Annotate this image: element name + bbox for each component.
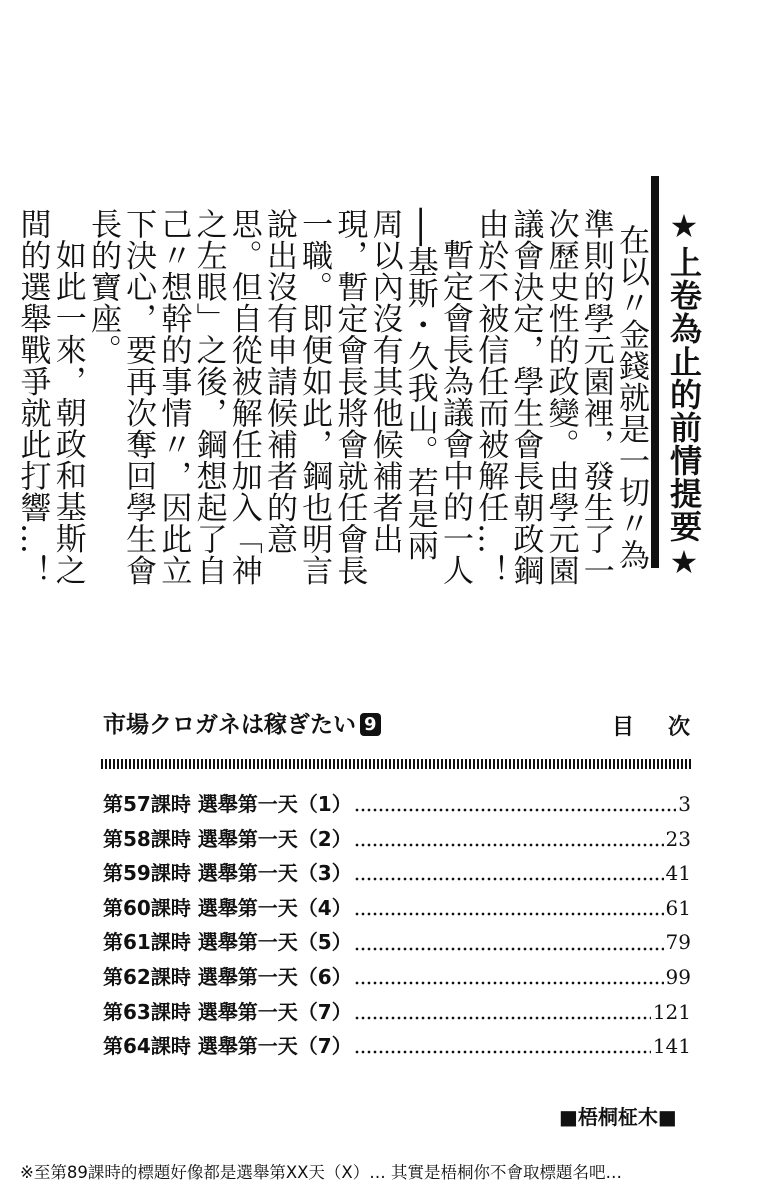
- toc-entry[interactable]: [103, 1030, 691, 1065]
- recap-paragraph: 在以〃金錢就是一切〃為準則的學元園裡，發生了一次歷史性的政變。由學元園議會決定，學生會長朝政鋼由於不被信任而被解任…！: [472, 208, 649, 586]
- toc-leader-dots: [354, 968, 664, 988]
- toc-page-number: 3: [678, 792, 691, 816]
- recap-paragraph: 如此一來，朝政和基斯之間的選舉戰爭就此打響…！: [14, 208, 86, 586]
- toc-leader-dots: [354, 1037, 651, 1057]
- toc-chapter-title: 第57課時 選舉第一天（1）: [103, 792, 352, 816]
- toc-chapter-title: 第59課時 選舉第一天（3）: [103, 861, 352, 886]
- toc-leader-dots: [354, 795, 677, 815]
- toc-page-number: 121: [652, 999, 691, 1024]
- toc-entry[interactable]: [103, 823, 691, 858]
- toc-chapter-title: 第62課時 選舉第一天（6）: [103, 964, 352, 989]
- toc-page-number: 79: [665, 930, 691, 955]
- volume-badge: 9: [360, 713, 381, 736]
- toc-list: [103, 788, 691, 1065]
- recap-divider-rule: [651, 176, 659, 568]
- toc-chapter-title: 第61課時 選舉第一天（5）: [103, 930, 352, 955]
- toc-leader-dots: [354, 830, 664, 850]
- toc-entry[interactable]: [103, 961, 691, 996]
- toc-entry[interactable]: [103, 857, 691, 892]
- toc-entry[interactable]: [103, 926, 691, 961]
- toc-chapter-title: 第64課時 選舉第一天（7）: [103, 1034, 352, 1059]
- series-title-text: 市場クロガネは稼ぎたい: [103, 712, 356, 738]
- toc-page-number: 61: [665, 895, 691, 920]
- toc-chapter-title: 第58課時 選舉第一天（2）: [103, 826, 352, 851]
- toc-page-number: 41: [665, 861, 691, 886]
- toc-leader-dots: [354, 864, 664, 884]
- toc-entry[interactable]: [103, 996, 691, 1031]
- recap-paragraph: 暫定會長為議會中的一人──基斯・久我山。若是兩周以內沒有其他候補者出現，暫定會長將會就任會長一職。即便如此，鋼也明言說出沒有申請候補者的意思。但自從被解任加入「神之左眼」之後，鋼想起了自己〃想幹的事情〃，因此立下決心，要再次奪回學生會長的寶座。: [84, 208, 473, 586]
- toc-chapter-title: 第60課時 選舉第一天（4）: [103, 895, 352, 920]
- toc-page-number: 99: [665, 964, 691, 989]
- toc-leader-dots: [354, 934, 664, 954]
- recap-heading: ★上卷為止的前情提要★: [665, 207, 703, 582]
- toc-leader-dots: [354, 1003, 651, 1023]
- toc-page-number: 141: [652, 1034, 691, 1059]
- toc-entry[interactable]: [103, 788, 691, 823]
- recap-body: [14, 208, 649, 588]
- toc-leader-dots: [354, 899, 664, 919]
- toc-chapter-title: 第63課時 選舉第一天（7）: [103, 999, 352, 1024]
- series-title: [103, 706, 381, 739]
- toc-page-number: 23: [665, 826, 691, 851]
- translator-footnote: ※至第89課時的標題好像都是選舉第XX天（X）… 其實是梧桐你不會取標題名吧…: [20, 1163, 622, 1182]
- hatch-divider: [101, 759, 693, 769]
- contents-label: 目次: [612, 715, 725, 740]
- author-credit: ■梧桐柾木■: [559, 1105, 677, 1129]
- toc-entry[interactable]: [103, 892, 691, 927]
